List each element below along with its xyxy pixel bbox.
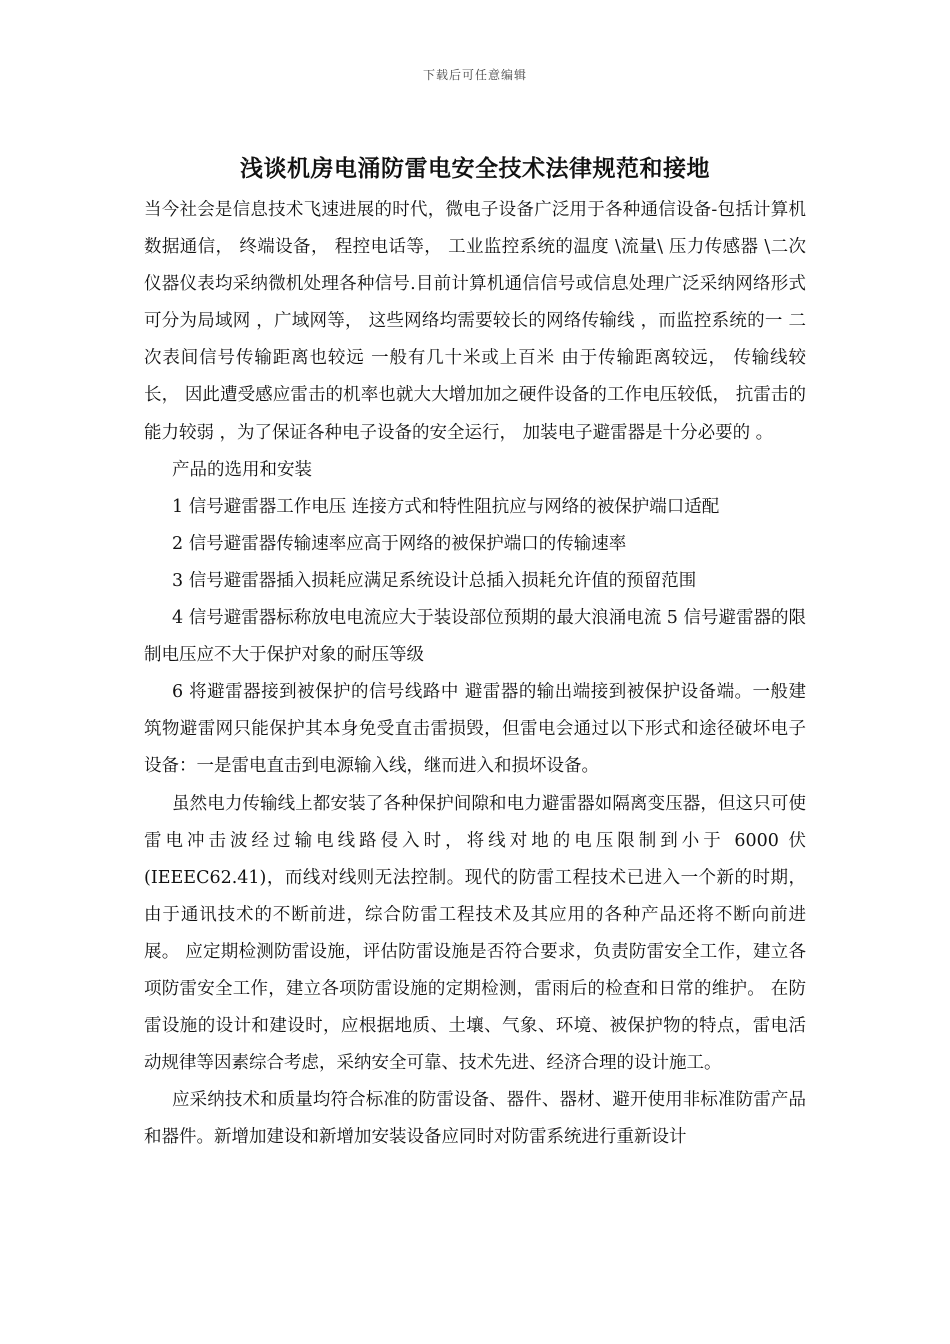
paragraph-item-3: 3 信号避雷器插入损耗应满足系统设计总插入损耗允许值的预留范围: [172, 570, 697, 591]
paragraph-section-heading: 产品的选用和安装: [172, 459, 312, 480]
paragraph-item-4-5: 4 信号避雷器标称放电电流应大于装设部位预期的最大浪涌电流 5 信号避雷器的限制电压应不大于保护对象的耐压等级: [144, 608, 806, 666]
paragraph-intro: 当今社会是信息技术飞速进展的时代，微电子设备广泛用于各种通信设备-包括计算机数据通信， 终端设备， 程控电话等， 工业监控系统的温度 \流量\ 压力传感器 \二次仪器仪表均采纳微机处理各种信号.目前计算机通信信号或信息处理广泛采纳网络形式 可分为局域网 ，广域网等， 这些网络均需要较长的网络传输线 ，而监控系统的一 二次表间信号传输距离也较远 一般有几十米或上百米 由于传输距离较远， 传输线较长， 因此遭受感应雷击的机率也就大大增加加之硬件设备的工作电压较低， 抗雷击的能力较弱 ，为了保证各种电子设备的安全运行， 加装电子避雷器是十分必要的 。: [144, 200, 806, 443]
document-title: 浅谈机房电涌防雷电安全技术法律规范和接地: [240, 156, 710, 182]
paragraph-power-line: 虽然电力传输线上都安装了各种保护间隙和电力避雷器如隔离变压器，但这只可使雷电冲击波经过输电线路侵入时，将线对地的电压限制到小于 6000 伏(IEEEC62.41)，而线对线则无法控制。现代的防雷工程技术已进入一个新的时期，由于通讯技术的不断前进，综合防雷工程技术及其应用的各种产品还将不断向前进展。 应定期检测防雷设施，评估防雷设施是否符合要求，负责防雷安全工作，建立各项防雷安全工作，建立各项防雷设施的定期检测，雷雨后的检查和日常的维护。 在防雷设施的设计和建设时，应根据地质、土壤、气象、环境、被保护物的特点，雷电活动规律等因素综合考虑，采纳安全可靠、技术先进、经济合理的设计施工。: [144, 793, 806, 1074]
paragraph-item-1: 1 信号避雷器工作电压 连接方式和特性阻抗应与网络的被保护端口适配: [172, 496, 720, 517]
header-note: 下载后可任意编辑: [422, 68, 527, 82]
paragraph-item-2: 2 信号避雷器传输速率应高于网络的被保护端口的传输速率: [172, 533, 627, 554]
paragraph-standards: 应采纳技术和质量均符合标准的防雷设备、器件、器材、避开使用非标准防雷产品和器件。新增加建设和新增加安装设备应同时对防雷系统进行重新设计: [144, 1090, 806, 1148]
document-body: [144, 192, 806, 1156]
paragraph-item-6: 6 将避雷器接到被保护的信号线路中 避雷器的输出端接到被保护设备端。一般建筑物避雷网只能保护其本身免受直击雷损毁，但雷电会通过以下形式和途径破坏电子设备：一是雷电直击到电源输入线，继而进入和损坏设备。: [144, 682, 806, 777]
